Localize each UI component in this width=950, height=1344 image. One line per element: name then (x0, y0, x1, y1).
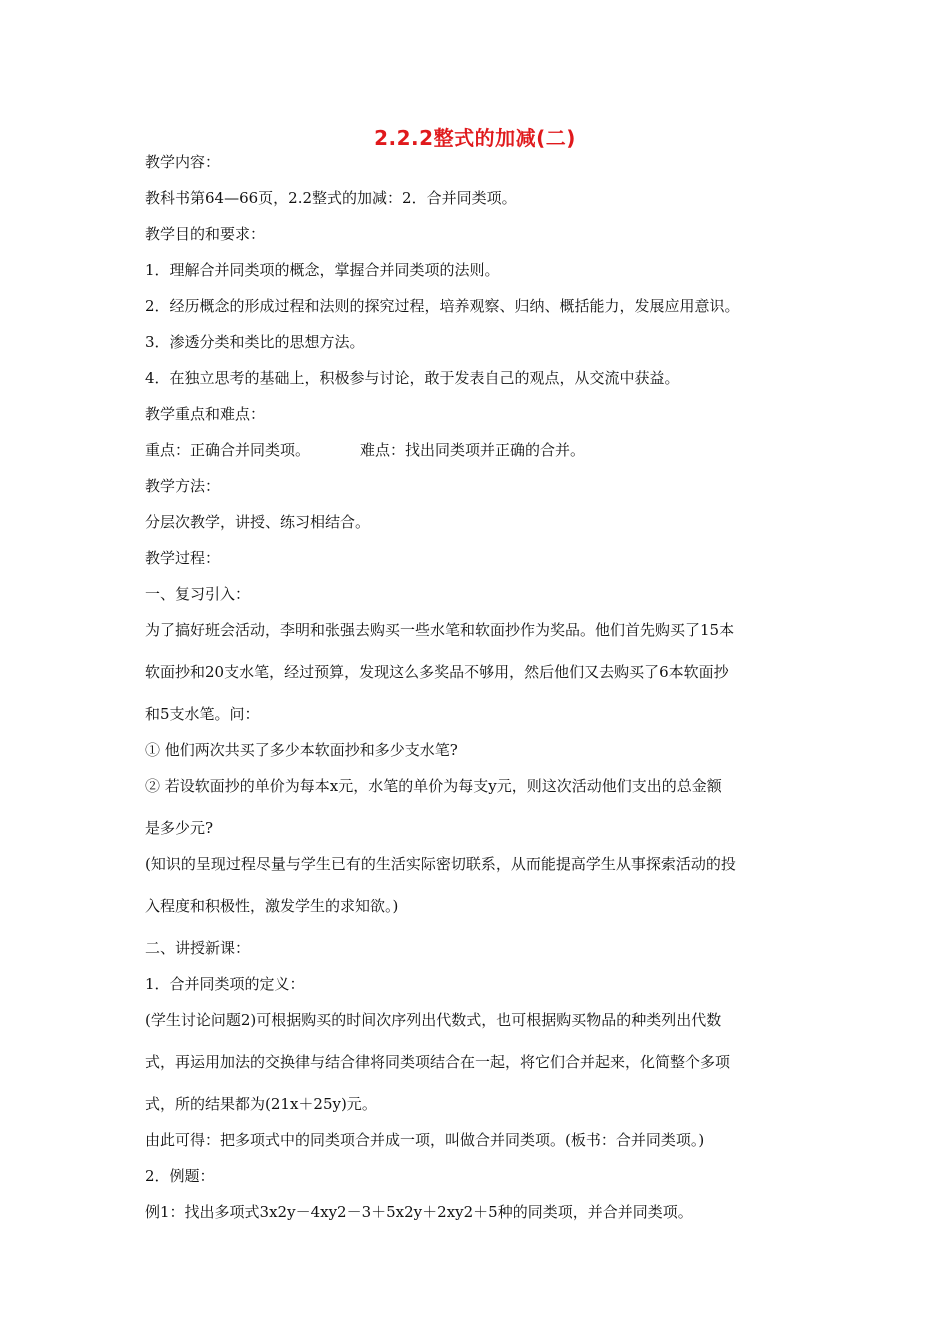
discussion-line-2: 式，再运用加法的交换律与结合律将同类项结合在一起，将它们合并起来，化简整个多项 (145, 1053, 731, 1071)
paragraph-method: 分层次教学，讲授、练习相结合。 (145, 513, 371, 531)
goal-item-1: 1．理解合并同类项的概念，掌握合并同类项的法则。 (145, 261, 500, 279)
paragraph-textbook-pages: 教科书第64—66页，2.2整式的加减：2．合并同类项。 (145, 189, 517, 207)
section-heading-key-points: 教学重点和难点： (145, 405, 266, 423)
section-heading-content: 教学内容： (145, 153, 221, 171)
note-line-1: (知识的呈现过程尽量与学生已有的生活实际密切联系，从而能提高学生从事探索活动的投 (145, 855, 736, 873)
goal-item-4: 4．在独立思考的基础上，积极参与讨论，敢于发表自己的观点，从交流中获益。 (145, 369, 680, 387)
discussion-line-1: (学生讨论问题2)可根据购买的时间次序列出代数式，也可根据购买物品的种类列出代数 (145, 1011, 722, 1029)
section-heading-goals: 教学目的和要求： (145, 225, 266, 243)
paragraph-scenario-line-1: 为了搞好班会活动，李明和张强去购买一些水笔和软面抄作为奖品。他们首先购买了15本 (145, 621, 735, 639)
examples-heading: 2．例题： (145, 1167, 215, 1185)
question-1: ① 他们两次共买了多少本软面抄和多少支水笔? (145, 741, 458, 759)
paragraph-scenario-line-3: 和5支水笔。问： (145, 705, 260, 723)
goal-item-2: 2．经历概念的形成过程和法则的探究过程，培养观察、归纳、概括能力，发展应用意识。 (145, 297, 740, 315)
example-1: 例1：找出多项式3x2y－4xy2－3＋5x2y＋2xy2＋5种的同类项，并合并同类项。 (145, 1203, 693, 1221)
discussion-line-3: 式，所的结果都为(21x＋25y)元。 (145, 1095, 377, 1113)
question-2-line-2: 是多少元? (145, 819, 214, 837)
page-title: 2.2.2整式的加减(二) (374, 126, 576, 150)
definition-statement: 由此可得：把多项式中的同类项合并成一项，叫做合并同类项。(板书：合并同类项。) (145, 1131, 705, 1149)
subsection-review: 一、复习引入： (145, 585, 251, 603)
subsection-new-lesson: 二、讲授新课： (145, 939, 251, 957)
document-body (145, 150, 815, 1236)
paragraph-scenario-line-2: 软面抄和20支水笔，经过预算，发现这么多奖品不够用，然后他们又去购买了6本软面抄 (145, 663, 729, 681)
goal-item-3: 3．渗透分类和类比的思想方法。 (145, 333, 365, 351)
note-line-2: 入程度和积极性，激发学生的求知欲。) (145, 897, 399, 915)
key-point: 重点：正确合并同类项。 (145, 441, 311, 459)
section-heading-method: 教学方法： (145, 477, 221, 495)
question-2-line-1: ② 若设软面抄的单价为每本x元，水笔的单价为每支y元，则这次活动他们支出的总金额 (145, 777, 722, 795)
section-heading-process: 教学过程： (145, 549, 221, 567)
difficult-point: 难点：找出同类项并正确的合并。 (360, 441, 586, 459)
definition-heading: 1．合并同类项的定义： (145, 975, 305, 993)
key-points-line (145, 438, 815, 474)
